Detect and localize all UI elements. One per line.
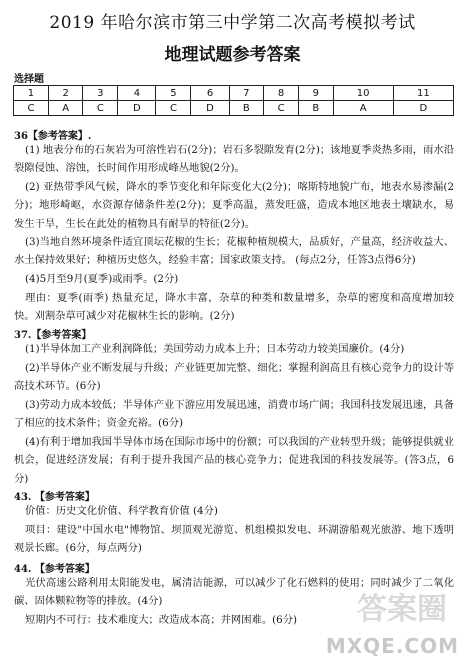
table-row [14, 101, 454, 116]
choice-answer-table [13, 85, 454, 116]
question-number: 3 [83, 86, 118, 101]
question-number: 2 [48, 86, 82, 101]
q36-answer-1: (1) 地表分布的石灰岩为可溶性岩石(2分)；岩石多裂隙发育(2分)；该地夏季炎热多雨，雨水沿裂隙侵蚀、溶蚀，长时间作用形成峰丛地貌(2分)。 [14, 144, 454, 175]
answer-cell: C [83, 101, 118, 116]
q36-answer-4: (4)5月至9月(夏季)或雨季。(2分) [25, 273, 179, 285]
answer-cell: D [191, 101, 229, 116]
question-number: 4 [118, 86, 156, 101]
q36-answer-5: 理由：夏季(雨季) 热量充足，降水丰富，杂草的种类和数量增多，杂草的密度和高度增加较快。刈割杂草可减少对花椒林生长的影响。(2分) [14, 292, 454, 323]
answer-cell: C [156, 101, 191, 116]
page-subtitle: 地理试题参考答案 [164, 45, 301, 65]
page-title: 2019 年哈尔滨市第三中学第二次高考模拟考试 [49, 13, 416, 33]
choice-section-label: 选择题 [14, 74, 44, 85]
question-number: 7 [229, 86, 264, 101]
q36-heading: 36【参考答案】. [14, 131, 92, 142]
q43-answer-1: 价值：历史文化价值、科学教育价值 (4分) [25, 505, 218, 517]
q37-answer-2: (2)半导体产业不断发展与升级；产业链更加完整、细化；掌握利润高且有核心竞争力的设计等高技术环节。(6分) [14, 362, 454, 393]
watermark-url: MXQE.COM [325, 634, 459, 658]
q37-answer-4: (4)有利于增加我国半导体市场在国际市场中的份额；可以我国的产业转型升级；能够提供就业机会，促进经济发展；有利于提升我国产品的核心竞争力；促进我国的科技发展等。(答3点，6分) [14, 436, 454, 485]
q37-heading: 37.【参考答案】 [14, 330, 92, 341]
q43-answer-2: 项目：建设"中国水电"博物馆、坝顶观光游览、机组模拟发电、环湖游船观光旅游、地下透明观景长廊。(6分，每点两分) [14, 524, 454, 555]
answer-cell: C [264, 101, 299, 116]
answer-cell: B [229, 101, 264, 116]
question-number: 5 [156, 86, 191, 101]
q37-answer-1: (1)半导体加工产业利润降低；美国劳动力成本上升；日本劳动力较美国廉价。(4分) [25, 343, 405, 355]
table-row [14, 86, 454, 101]
q44-answer-1: 光伏高速公路利用太阳能发电，属清洁能源，可以减少了化石燃料的使用；同时减少了二氧化碳、固体颗粒物等的排放。(4分) [14, 577, 454, 608]
answer-cell: B [299, 101, 334, 116]
question-number: 6 [191, 86, 229, 101]
q37-answer-3: (3)劳动力成本较低；半导体产业下游应用发展迅速，消费市场广阔；我国科技发展迅速，具备了相应的技术条件；资金充裕。(6分) [14, 399, 454, 430]
answer-cell: D [118, 101, 156, 116]
question-number: 8 [264, 86, 299, 101]
q36-answer-2: (2) 亚热带季风气候，降水的季节变化和年际变化大(2分)；喀斯特地貌广布，地表水易渗漏(2分)；地形崎岖，水资源存储条件差(2分)；夏季高温，蒸发旺盛，造成本地区地表土壤缺水，易发生干旱，生长在此处的植物具有耐旱的特征(2分)。 [14, 181, 454, 230]
answer-cell: A [48, 101, 82, 116]
q36-answer-3: (3)当地自然环境条件适宜顶坛花椒的生长；花椒种植规模大，品质好，产量高，经济收益大、水土保持效果好；种植历史悠久，经验丰富；国家政策支持。 (每点2分，任答3点得6分) [14, 236, 454, 267]
q44-answer-2: 短期内不可行：技术难度大；改造成本高；并网困难。(6分) [25, 614, 298, 626]
answer-cell: C [14, 101, 49, 116]
question-number: 10 [333, 86, 393, 101]
question-number: 9 [299, 86, 334, 101]
question-number: 11 [393, 86, 453, 101]
watermark-logo: 答案圈 [357, 592, 447, 627]
q44-heading: 44. 【参考答案】 [14, 564, 95, 575]
answer-cell: D [393, 101, 453, 116]
q43-heading: 43. 【参考答案】 [14, 492, 95, 503]
answer-cell: A [333, 101, 393, 116]
question-number: 1 [14, 86, 49, 101]
